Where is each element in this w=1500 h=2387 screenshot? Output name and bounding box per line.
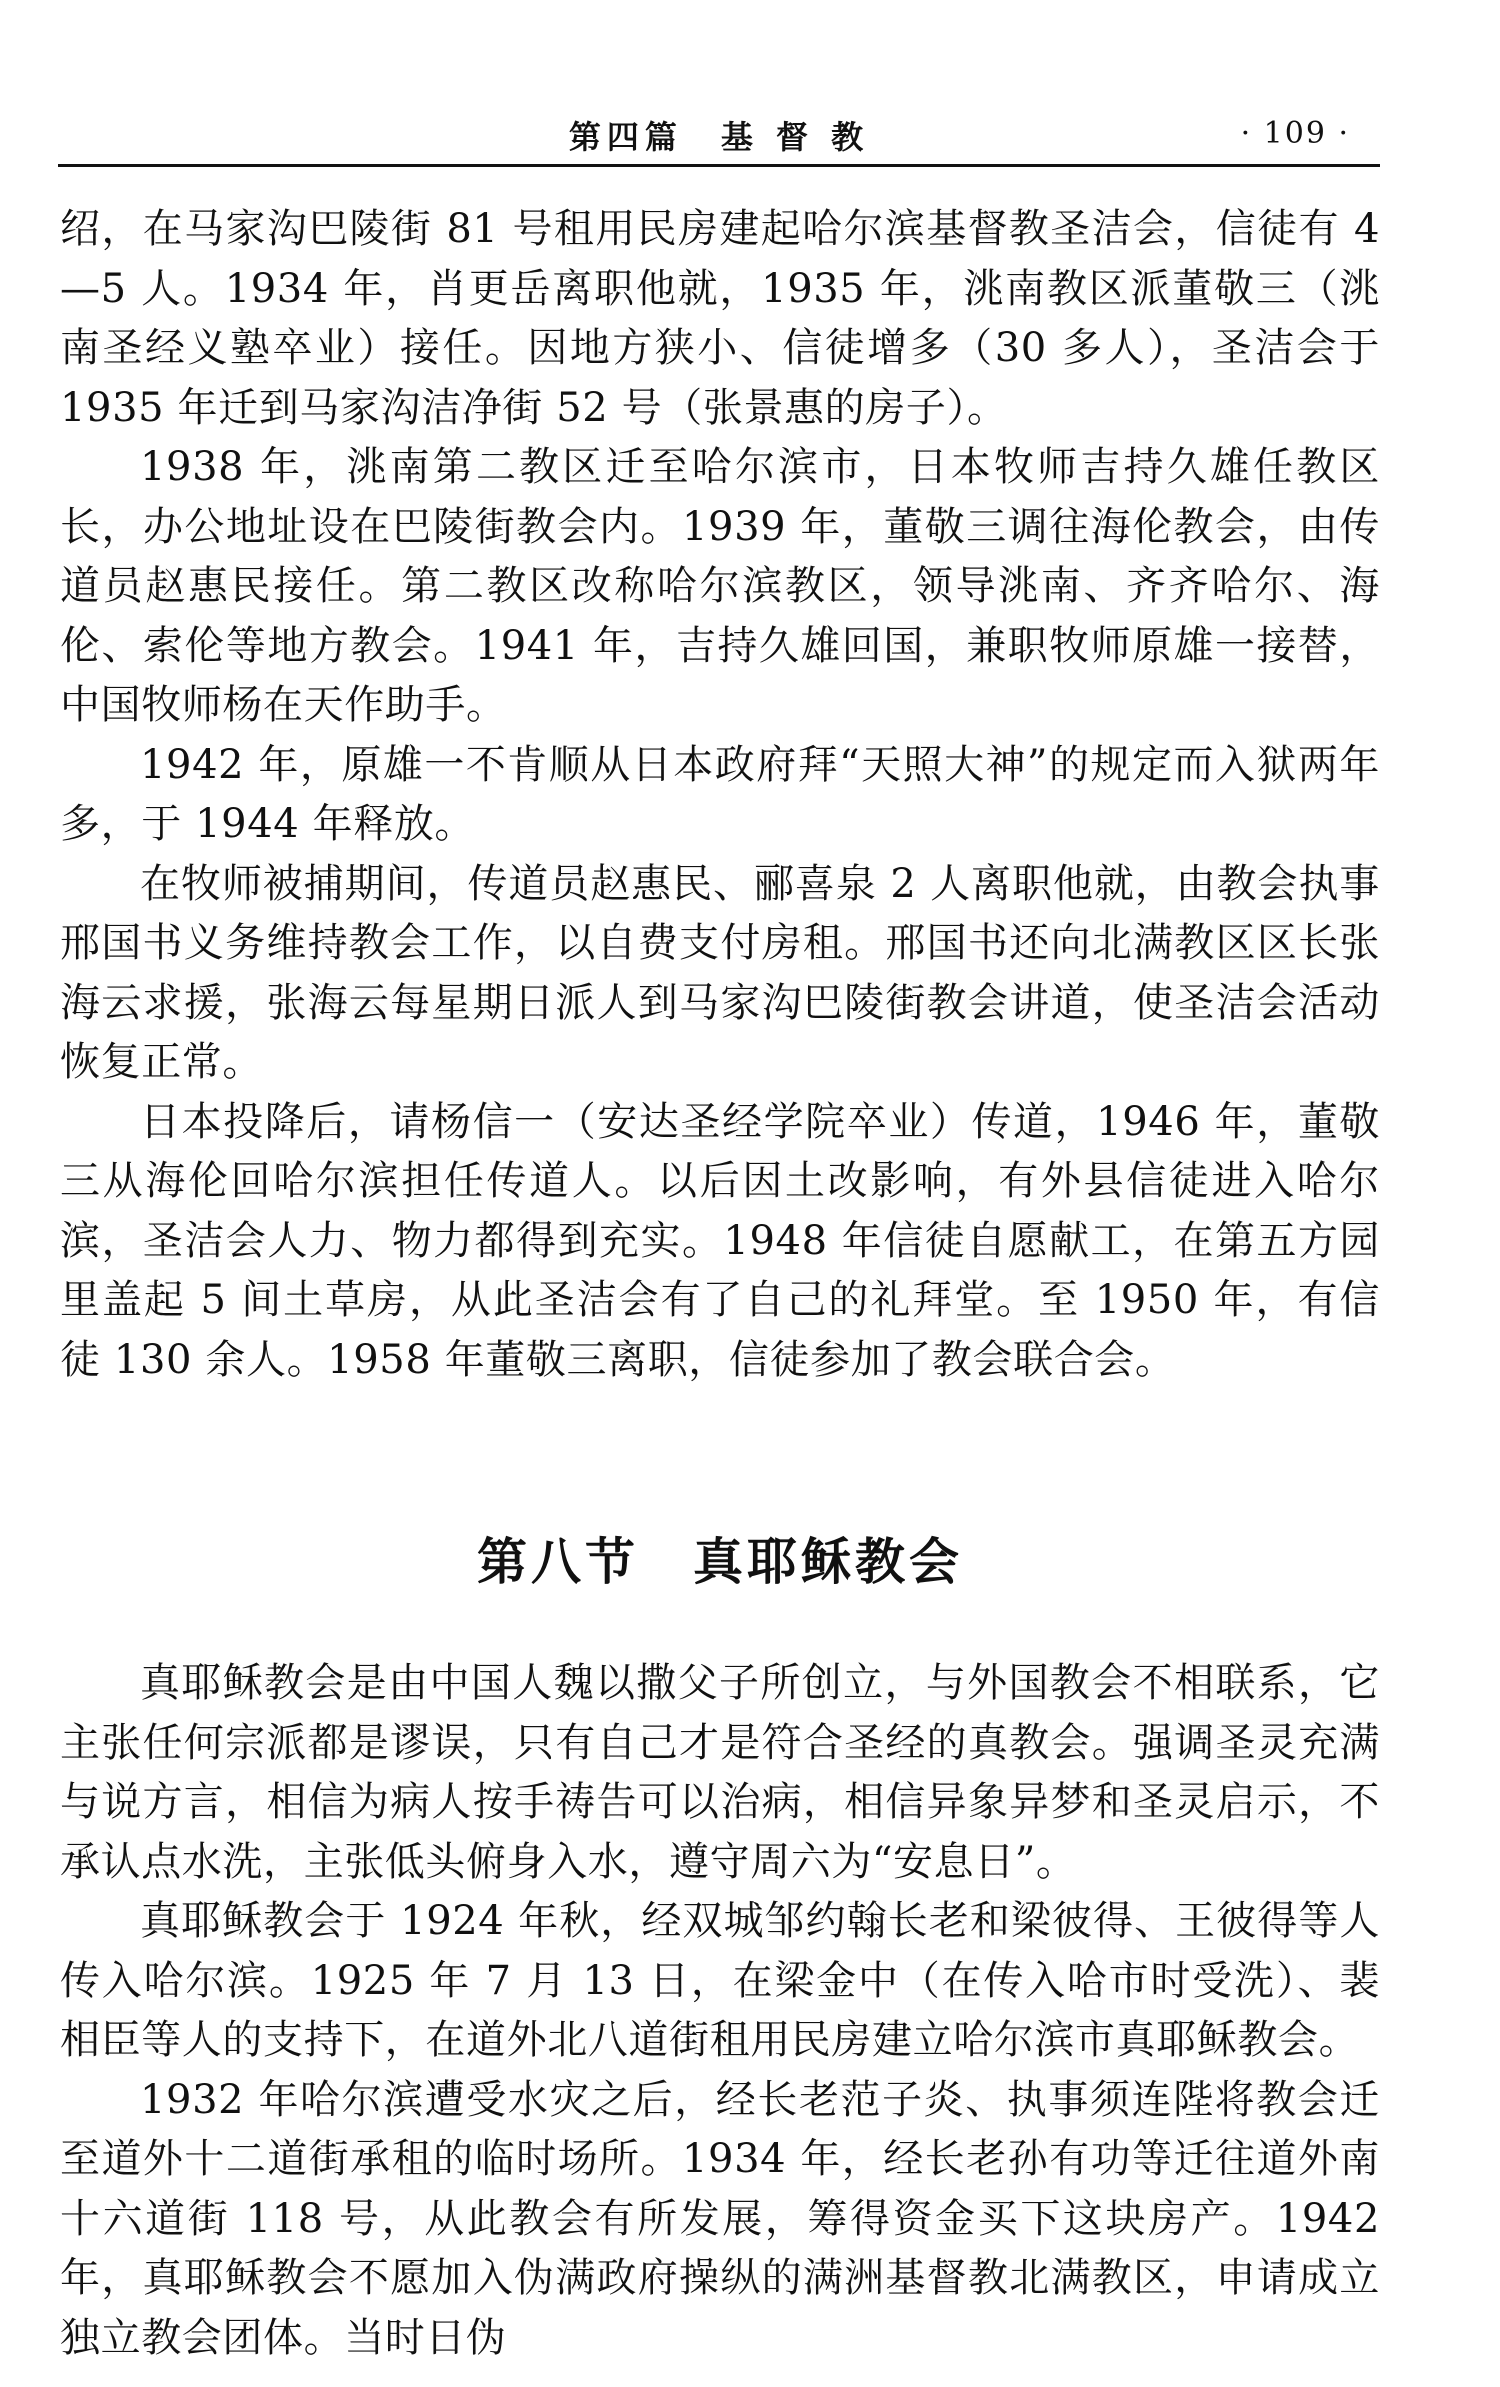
paragraph: 在牧师被捕期间，传道员赵惠民、郦喜泉 2 人离职他就，由教会执事邢国书义务维持教会工作，以自费支付房租。邢国书还向北满教区区长张海云求援，张海云每星期日派人到马家沟巴陵街教会讲道，使圣洁会活动恢复正常。 [60, 860, 1380, 1085]
paragraph: 1942 年，原雄一不肯顺从日本政府拜“天照大神”的规定而入狱两年多，于 1944 年释放。 [60, 741, 1380, 847]
page-body [60, 200, 1380, 2368]
paragraph: 真耶稣教会于 1924 年秋，经双城邹约翰长老和梁彼得、王彼得等人传入哈尔滨。1925 年 7 月 13 日，在梁金中（在传入哈市时受洗）、裴相臣等人的支持下，在道外北八道街租用民房建立哈尔滨市真耶稣教会。 [60, 1898, 1380, 2063]
running-header [58, 108, 1380, 167]
section-heading: 第八节 真耶稣教会 [477, 1533, 963, 1591]
page-number: · 109 · [1240, 116, 1350, 151]
paragraph: 日本投降后，请杨信一（安达圣经学院卒业）传道，1946 年，董敬三从海伦回哈尔滨担任传道人。以后因土改影响，有外县信徒进入哈尔滨，圣洁会人力、物力都得到充实。1948 年信徒自愿献工，在第五方园里盖起 5 间土草房，从此圣洁会有了自己的礼拜堂。至 1950 年，有信徒 130 余人。1958 年董敬三离职，信徒参加了教会联合会。 [60, 1098, 1380, 1383]
paragraph: 1938 年，洮南第二教区迁至哈尔滨市，日本牧师吉持久雄任教区长，办公地址设在巴陵街教会内。1939 年，董敬三调往海伦教会，由传道员赵惠民接任。第二教区改称哈尔滨教区，领导洮南、齐齐哈尔、海伦、索伦等地方教会。1941 年，吉持久雄回国，兼职牧师原雄一接替，中国牧师杨在天作助手。 [60, 444, 1380, 728]
spacer [60, 1390, 1380, 1522]
spacer [60, 1602, 1380, 1654]
paragraph: 1932 年哈尔滨遭受水灾之后，经长老范子炎、执事须连陛将教会迁至道外十二道街承租的临时场所。1934 年，经长老孙有功等迁往道外南十六道街 118 号，从此教会有所发展，筹得资金买下这块房产。1942 年，真耶稣教会不愿加入伪满政府操纵的满洲基督教北满教区，申请成立独立教会团体。当时日伪 [60, 2076, 1380, 2361]
paragraph: 真耶稣教会是由中国人魏以撒父子所创立，与外国教会不相联系，它主张任何宗派都是谬误，只有自己才是符合圣经的真教会。强调圣灵充满与说方言，相信为病人按手祷告可以治病，相信异象异梦和圣灵启示，不承认点水洗，主张低头俯身入水，遵守周六为“安息日”。 [60, 1660, 1380, 1885]
chapter-title: 第四篇 基 督 教 [568, 118, 870, 156]
paragraph: 绍，在马家沟巴陵街 81 号租用民房建起哈尔滨基督教圣洁会，信徒有 4—5 人。1934 年，肖更岳离职他就，1935 年，洮南教区派董敬三（洮南圣经义塾卒业）接任。因地方狭小、信徒增多（30 多人），圣洁会于 1935 年迁到马家沟洁净街 52 号（张景惠的房子）。 [60, 206, 1380, 431]
